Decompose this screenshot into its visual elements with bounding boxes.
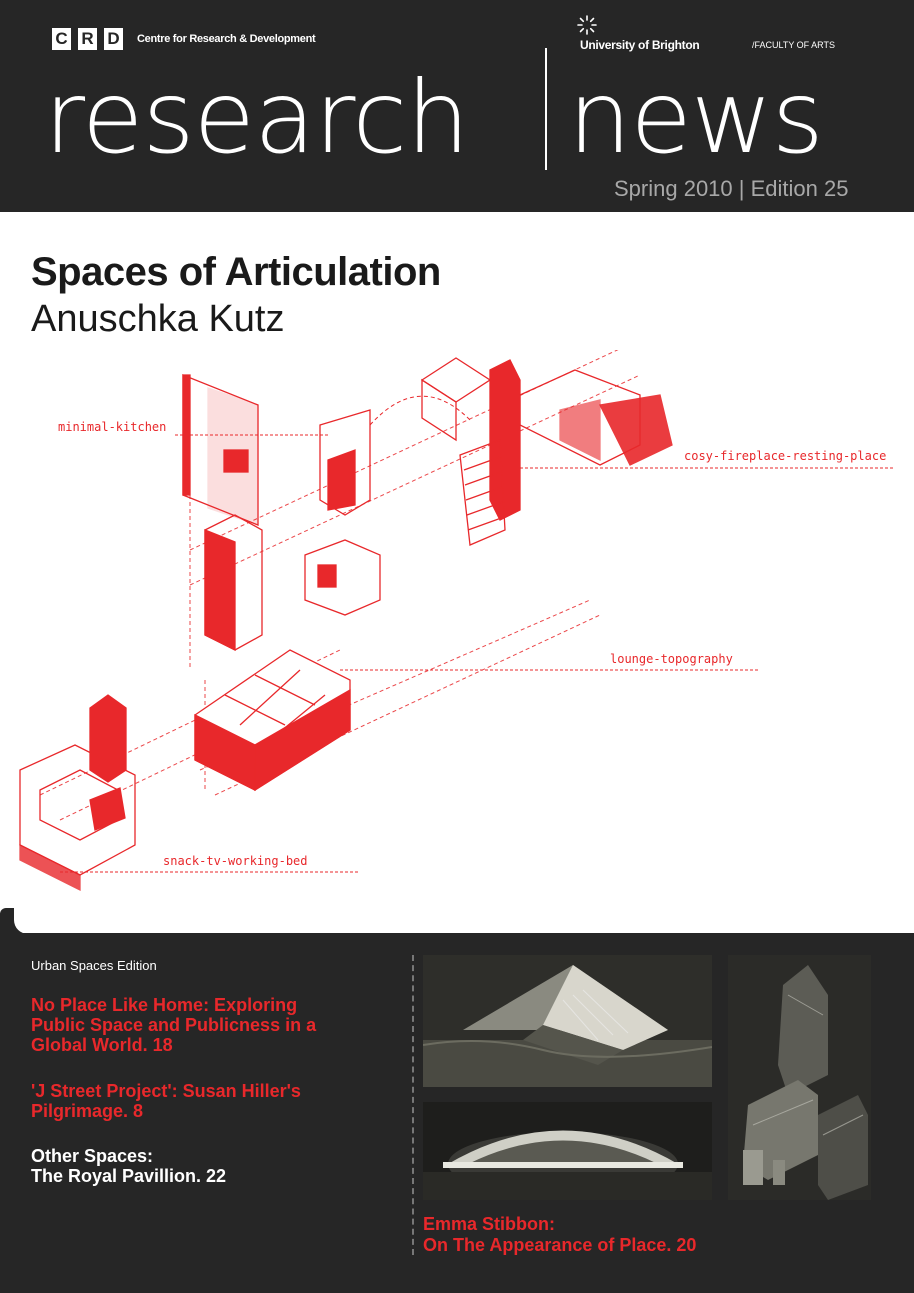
masthead <box>0 0 914 212</box>
artwork-image-ruins <box>728 955 871 1200</box>
kitchen-module <box>183 375 258 525</box>
artwork-image-pyramid <box>423 955 712 1087</box>
feature-author: Anuschka Kutz <box>31 298 285 340</box>
module-upper-middle <box>320 410 370 515</box>
university-name: University of Brighton <box>580 38 700 52</box>
lounge-module <box>195 650 350 790</box>
panel-divider <box>412 955 414 1255</box>
story-other-spaces: Other Spaces: The Royal Pavillion. 22 <box>31 1146 227 1186</box>
university-star-logo-icon <box>576 14 598 36</box>
artwork-caption-emma-stibbon: Emma Stibbon: On The Appearance of Place. 20 <box>423 1214 697 1255</box>
masthead-title-news: news <box>568 59 823 176</box>
fireplace-module <box>422 358 672 545</box>
feature-title: Spaces of Articulation <box>31 250 441 294</box>
module-middle-left <box>205 515 380 650</box>
crd-name: Centre for Research & Development <box>137 33 316 45</box>
panel-corner-cut <box>14 902 54 934</box>
axonometric-drawing <box>0 350 914 920</box>
crd-logo-letter-r: R <box>78 28 97 50</box>
masthead-title-research: research <box>44 59 469 176</box>
faculty-name: /FACULTY OF ARTS <box>752 40 836 50</box>
callout-cosy-fireplace: cosy-fireplace-resting-place <box>684 449 887 463</box>
masthead-title-divider <box>545 48 547 170</box>
artwork-image-dome <box>423 1102 712 1200</box>
callout-snack-tv-working-bed: snack-tv-working-bed <box>163 854 308 868</box>
crd-logo-letter-d: D <box>104 28 123 50</box>
edition-info: Spring 2010 | Edition 25 <box>614 176 849 201</box>
callout-lounge-topography: lounge-topography <box>610 652 733 666</box>
story-no-place-like-home: No Place Like Home: Exploring Public Space and Publicness in a Global World. 18 <box>31 995 317 1055</box>
crd-logo-letter-c: C <box>52 28 71 50</box>
story-j-street-project: 'J Street Project': Susan Hiller's Pilgrimage. 8 <box>31 1081 301 1121</box>
edition-label: Urban Spaces Edition <box>31 958 157 973</box>
snack-tv-bed-module <box>20 695 135 890</box>
callout-minimal-kitchen: minimal-kitchen <box>58 420 167 434</box>
